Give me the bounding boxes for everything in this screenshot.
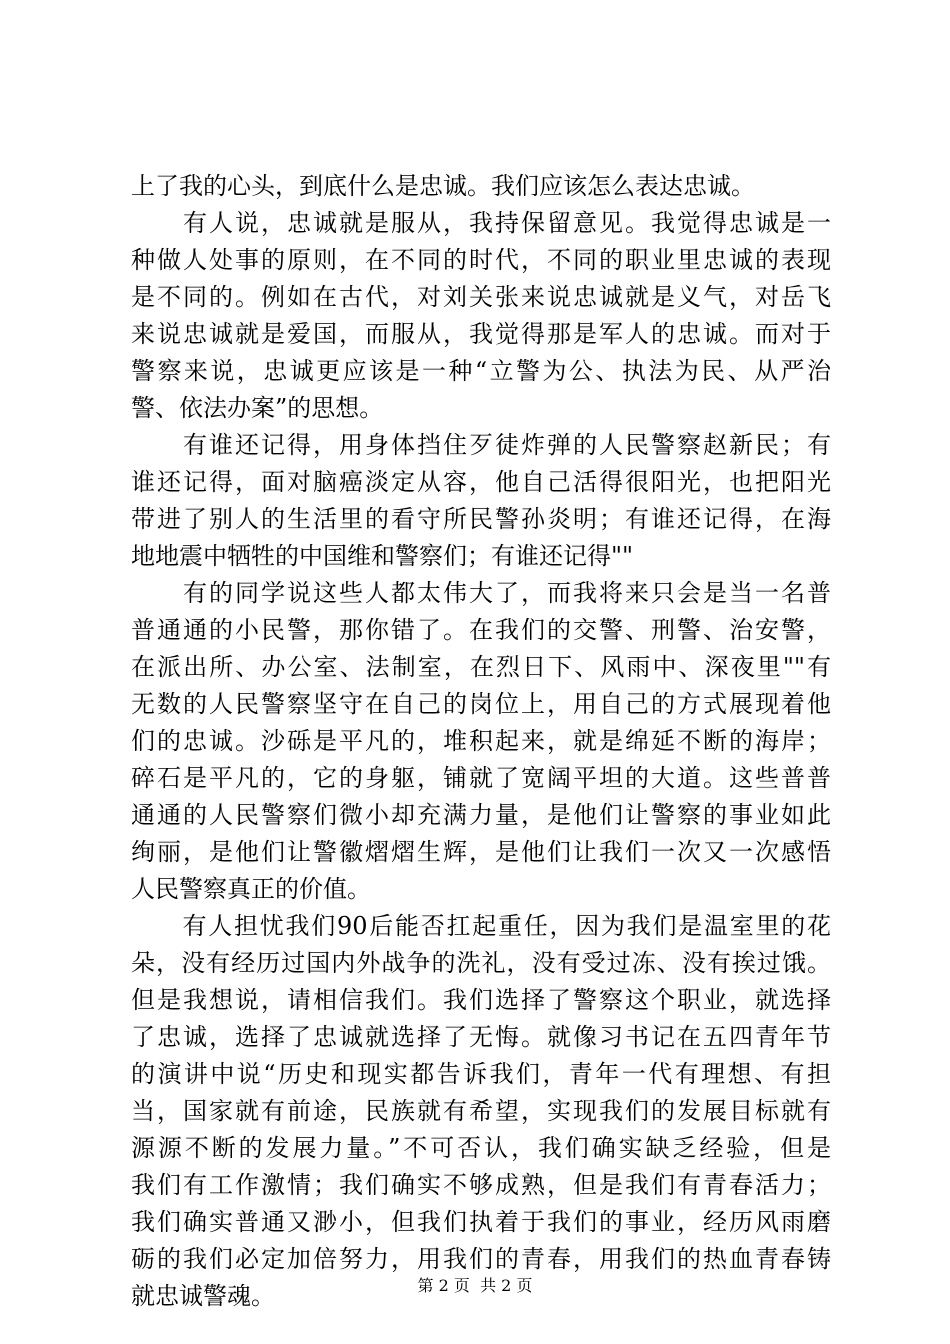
text-line: 就忠诚警魂。 — [131, 1282, 275, 1310]
text-line: 地地震中牺牲的中国维和警察们；有谁还记得"" — [131, 542, 634, 570]
text-line: 绚丽，是他们让警徽熠熠生辉，是他们让我们一次又一次感悟 — [131, 838, 831, 866]
page-footer: 第 2 页 共 2 页 — [417, 1276, 533, 1295]
text-line: 我们有工作激情；我们确实不够成熟，但是我们有青春活力； — [131, 1171, 831, 1199]
text-line: 上了我的心头，到底什么是忠诚。我们应该怎么表达忠诚。 — [131, 172, 755, 200]
text-line: 来说忠诚就是爱国，而服从，我觉得那是军人的忠诚。而对于 — [131, 320, 831, 348]
text-line: 们的忠诚。沙砾是平凡的，堆积起来，就是绵延不断的海岸； — [131, 727, 831, 755]
text-line: 当，国家就有前途，民族就有希望，实现我们的发展目标就有 — [131, 1097, 831, 1125]
text-line: 我们确实普通又渺小，但我们执着于我们的事业，经历风雨磨 — [131, 1208, 831, 1236]
text-line: 通通的人民警察们微小却充满力量，是他们让警察的事业如此 — [131, 801, 831, 829]
text-line: 有谁还记得，用身体挡住歹徒炸弹的人民警察赵新民；有 — [131, 431, 831, 459]
text-line: 砺的我们必定加倍努力，用我们的青春，用我们的热血青春铸 — [131, 1245, 831, 1273]
text-line: 有的同学说这些人都太伟大了，而我将来只会是当一名普 — [131, 579, 831, 607]
text-line: 碎石是平凡的，它的身躯，铺就了宽阔平坦的大道。这些普普 — [131, 764, 831, 792]
text-line: 的演讲中说“历史和现实都告诉我们，青年一代有理想、有担 — [131, 1060, 831, 1088]
text-line: 种做人处事的原则，在不同的时代，不同的职业里忠诚的表现 — [131, 246, 831, 274]
text-line: 有人担忧我们90后能否扛起重任，因为我们是温室里的花 — [131, 912, 831, 940]
text-line: 是不同的。例如在古代，对刘关张来说忠诚就是义气，对岳飞 — [131, 283, 831, 311]
text-line: 了忠诚，选择了忠诚就选择了无悔。就像习书记在五四青年节 — [131, 1023, 831, 1051]
text-line: 但是我想说，请相信我们。我们选择了警察这个职业，就选择 — [131, 986, 831, 1014]
text-line: 警、依法办案”的思想。 — [131, 394, 384, 422]
text-line: 朵，没有经历过国内外战争的洗礼，没有受过冻、没有挨过饿。 — [131, 949, 831, 977]
document-body — [131, 168, 831, 1315]
text-line: 有人说，忠诚就是服从，我持保留意见。我觉得忠诚是一 — [131, 209, 831, 237]
text-line: 在派出所、办公室、法制室，在烈日下、风雨中、深夜里""有 — [131, 653, 831, 681]
text-line: 普通通的小民警，那你错了。在我们的交警、刑警、治安警， — [131, 616, 831, 644]
text-line: 警察来说，忠诚更应该是一种“立警为公、执法为民、从严治 — [131, 357, 831, 385]
text-line: 源源不断的发展力量。”不可否认，我们确实缺乏经验，但是 — [131, 1134, 831, 1162]
text-line: 带进了别人的生活里的看守所民警孙炎明；有谁还记得，在海 — [131, 505, 831, 533]
text-line: 人民警察真正的价值。 — [131, 875, 371, 903]
text-line: 无数的人民警察坚守在自己的岗位上，用自己的方式展现着他 — [131, 690, 831, 718]
text-line: 谁还记得，面对脑癌淡定从容，他自己活得很阳光，也把阳光 — [131, 468, 831, 496]
